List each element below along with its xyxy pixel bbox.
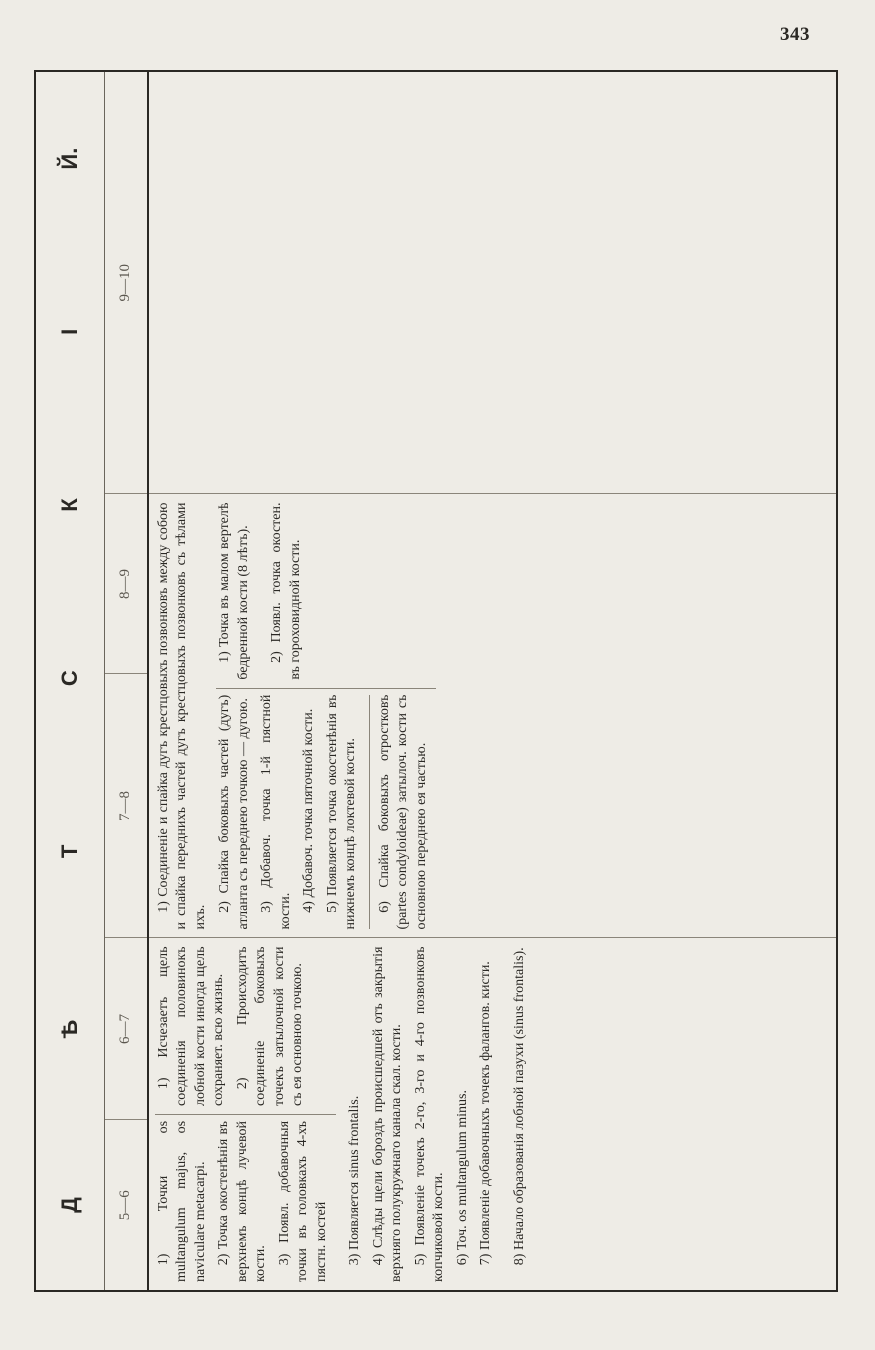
entry: 5) Появляется точка окостенѣнія въ нижнемъ концѣ локтевой кости. [324,694,359,930]
entry: 4) Добавоч. точка пяточной кости. [301,708,317,913]
cell-5-6 [155,1114,336,1282]
content-row [148,72,836,1290]
entry: 2) Точка окостенѣнія въ верхнемъ концѣ лучевой кости. [216,1120,269,1282]
age-cell: 9—10 [105,72,149,494]
entry: 3) Появляется sinus frontalis. [347,1095,363,1266]
cell-9-10 [148,72,836,494]
header-letter: Ѣ [36,938,105,1120]
entry: 1) Точки os multangulum majus, os naviculare metacarpi. [156,1120,208,1282]
entry: 1) Исчезаетъ щель соединенія половинокъ лобной кости иногда щель сохраняет. всю жизнь. [156,946,227,1106]
entry: 4) Слѣды щели бороздъ происшедшей отъ закрытія верхняго полукружнаго канала скал. кости. [370,946,405,1282]
cell-5-7 [148,938,836,1290]
entry: 1) Точка въ малом вертелѣ бедренной кости (8 лѣтъ). [217,502,251,680]
cell-7-9 [148,494,836,938]
header-letter: С [57,670,83,687]
header-letter: Й. [57,147,83,170]
ossification-table [36,72,836,1290]
entry: 7) Появленіе добавочныхъ точекъ фалангов. кисти. [478,961,494,1266]
age-cell: 5—6 [105,1120,149,1290]
cell-7-8 [216,688,436,929]
entry: 6) Спайка боковыхъ отростковъ (partes condyloideae) затылоч. кости съ основною переднею ея частью. [376,694,429,930]
entry: 3) Появл. добавочныя точки въ головкахъ 4-хъ пястн. костей [276,1120,329,1282]
header-letters-group [36,72,105,938]
header-letter: К [57,498,83,512]
entry: 6) Точ. os multangulum minus. [454,1090,470,1266]
entry: 3) Добавоч. точка 1-й пястной кости. [259,694,293,930]
age-row [105,72,149,1290]
age-cell: 6—7 [105,938,149,1120]
cell-6-7 [155,947,336,1115]
header-letter: Д [36,1120,105,1290]
entry: 8) Начало образованія лобной пазухи (sinus frontalis). [511,947,527,1266]
age-cell: 8—9 [105,494,149,674]
rotated-table-container [36,72,836,1290]
entry: 2) Спайка боковыхъ частей (дугъ) атланта съ переднею точкою — дугою. [217,694,251,930]
header-letters-row [36,72,105,1290]
cell-8-9 [216,503,436,689]
table-frame [34,70,838,1292]
entry: 1) Соединеніе и спайка дугъ крестцовыхъ позвонковъ между собою и спайка переднихъ частей дугъ крестцовыхъ позвонковъ съ тѣлами ихъ. [156,502,208,930]
page-number: 343 [780,24,810,45]
entry: 5) Появленіе точекъ 2-го, 3-го и 4-го позвонковъ копчиковой кости. [412,946,447,1282]
age-cell: 7—8 [105,674,149,938]
header-letter: Т [57,844,83,859]
entry: 2) Происходитъ соединеніе боковыхъ точекъ затылочной кости съ ея основною точкою. [234,946,306,1106]
entry: 2) Появл. точка окостен. въ гороховидной кости. [269,502,303,680]
header-letter: І [57,328,83,335]
